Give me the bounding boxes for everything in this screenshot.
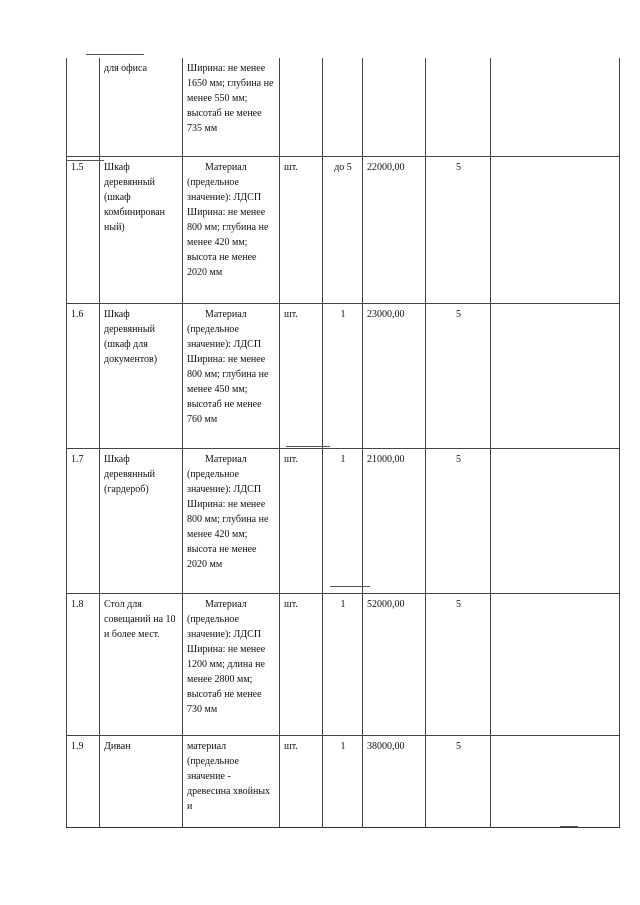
service-life-cell: 5 — [426, 156, 491, 303]
row-number-cell: 1.5 — [67, 156, 100, 303]
unit-cell: шт. — [280, 156, 323, 303]
unit-cell: шт. — [280, 448, 323, 593]
quantity-cell: 1 — [323, 303, 363, 448]
service-life-cell — [426, 58, 491, 156]
item-name-cell: Шкаф деревянный (шкаф комбинирован ный) — [100, 156, 183, 303]
scan-artifact — [560, 826, 578, 827]
note-cell — [491, 735, 620, 827]
table-row — [67, 593, 620, 735]
quantity-cell: 1 — [323, 593, 363, 735]
scan-artifact — [66, 160, 104, 161]
quantity-cell — [323, 58, 363, 156]
item-name-cell: Диван — [100, 735, 183, 827]
item-description-cell: Материал (предельное значение): ЛДСП Ширина: не менее 1200 мм; длина не менее 2800 мм; высотаб не менее 730 мм — [183, 593, 280, 735]
item-description-cell: Материал (предельное значение): ЛДСП Ширина: не менее 800 мм; глубина не менее 450 мм; высотаб не менее 760 мм — [183, 303, 280, 448]
price-cell: 23000,00 — [363, 303, 426, 448]
note-cell — [491, 303, 620, 448]
service-life-cell: 5 — [426, 303, 491, 448]
note-cell — [491, 156, 620, 303]
row-number-cell: 1.7 — [67, 448, 100, 593]
table-row — [67, 735, 620, 827]
price-cell: 22000,00 — [363, 156, 426, 303]
item-description-cell: материал (предельное значение - древесина хвойных и — [183, 735, 280, 827]
item-name-cell: для офиса — [100, 58, 183, 156]
price-cell: 52000,00 — [363, 593, 426, 735]
service-life-cell: 5 — [426, 448, 491, 593]
quantity-cell: до 5 — [323, 156, 363, 303]
item-name-cell: Шкаф деревянный (шкаф для документов) — [100, 303, 183, 448]
item-name-cell: Шкаф деревянный (гардероб) — [100, 448, 183, 593]
table-row — [67, 448, 620, 593]
specification-table — [66, 58, 620, 828]
item-name-cell: Стол для совещаний на 10 и более мест. — [100, 593, 183, 735]
note-cell — [491, 593, 620, 735]
row-number-cell: 1.6 — [67, 303, 100, 448]
scan-artifact — [286, 446, 330, 447]
quantity-cell: 1 — [323, 735, 363, 827]
unit-cell: шт. — [280, 735, 323, 827]
row-number-cell: 1.9 — [67, 735, 100, 827]
table-row — [67, 156, 620, 303]
note-cell — [491, 448, 620, 593]
unit-cell — [280, 58, 323, 156]
item-description-cell: Материал (предельное значение): ЛДСП Ширина: не менее 800 мм; глубина не менее 420 мм; высота не менее 2020 мм — [183, 448, 280, 593]
item-description-cell: Ширина: не менее 1650 мм; глубина не менее 550 мм; высотаб не менее 735 мм — [183, 58, 280, 156]
price-cell: 38000,00 — [363, 735, 426, 827]
table-row — [67, 303, 620, 448]
quantity-cell: 1 — [323, 448, 363, 593]
note-cell — [491, 58, 620, 156]
scan-artifact — [86, 54, 144, 55]
row-number-cell — [67, 58, 100, 156]
table-row — [67, 58, 620, 156]
price-cell: 21000,00 — [363, 448, 426, 593]
unit-cell: шт. — [280, 593, 323, 735]
service-life-cell: 5 — [426, 735, 491, 827]
scan-artifact — [330, 586, 370, 587]
price-cell — [363, 58, 426, 156]
item-description-cell: Материал (предельное значение): ЛДСП Ширина: не менее 800 мм; глубина не менее 420 мм; высота не менее 2020 мм — [183, 156, 280, 303]
service-life-cell: 5 — [426, 593, 491, 735]
row-number-cell: 1.8 — [67, 593, 100, 735]
unit-cell: шт. — [280, 303, 323, 448]
